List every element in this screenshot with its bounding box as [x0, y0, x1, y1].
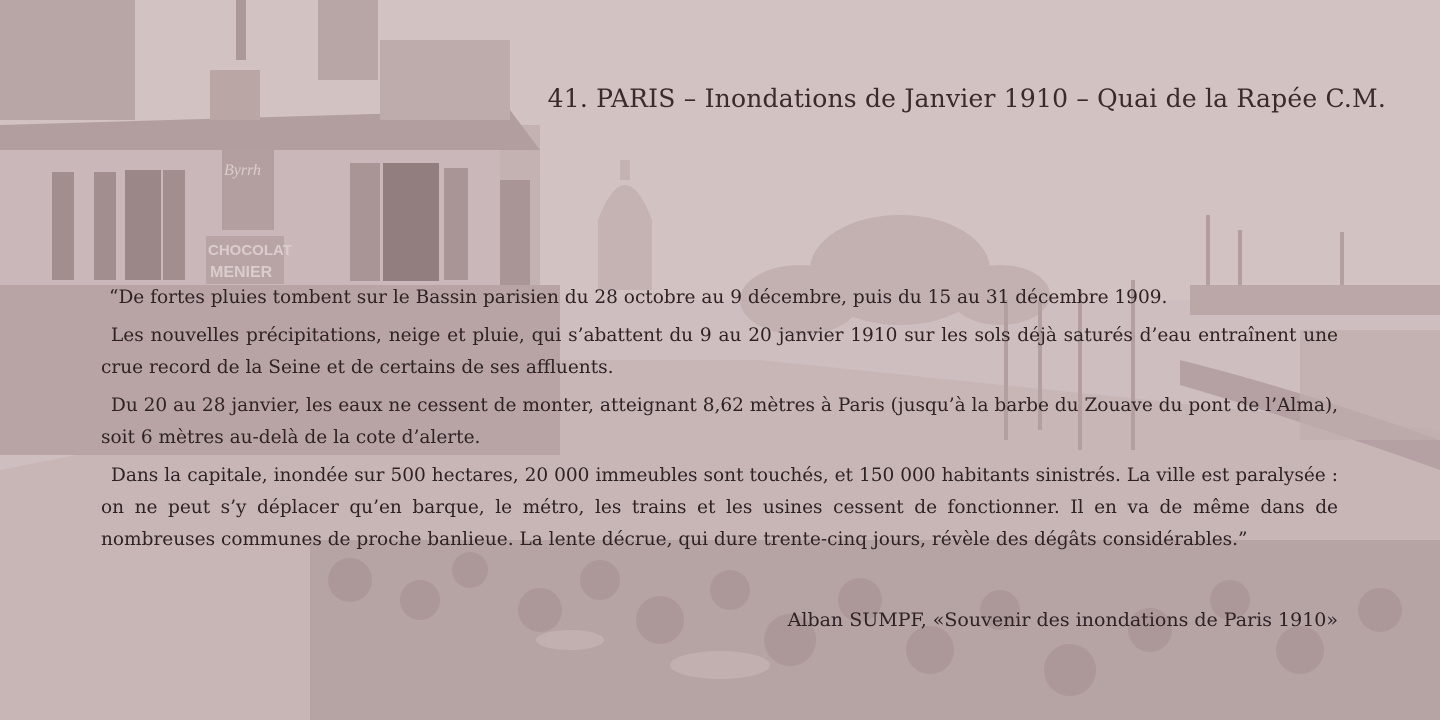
quote-paragraph: Du 20 au 28 janvier, les eaux ne cessent de monter, atteignant 8,62 mètres à Paris (jusqu’à la barbe du Zouave du pont de l’Alma), soit 6 mètres au-delà de la cote d’alerte. — [101, 395, 1338, 448]
quote-attribution: Alban SUMPF, «Souvenir des inondations de Paris 1910» — [787, 609, 1338, 631]
quote-paragraph: “De fortes pluies tombent sur le Bassin parisien du 28 octobre au 9 décembre, puis du 15 au 31 décembre 1909. — [109, 287, 1168, 308]
quote-paragraph: Les nouvelles précipitations, neige et pluie, qui s’abattent du 9 au 20 janvier 1910 sur les sols déjà saturés d’eau entraînent une crue record de la Seine et de certains de ses affluents. — [101, 325, 1338, 378]
sign-chocolat: CHOCOLAT — [208, 242, 292, 259]
sign-menier: MENIER — [210, 264, 273, 281]
historical-quote — [101, 282, 1338, 562]
sign-rotated-text: Byrrh — [224, 162, 262, 179]
photo-caption: 41. PARIS – Inondations de Janvier 1910 – Quai de la Rapée C.M. — [547, 84, 1386, 113]
quote-paragraph: Dans la capitale, inondée sur 500 hectares, 20 000 immeubles sont touchés, et 150 000 habitants sinistrés. La ville est paralysée : on ne peut s’y déplacer qu’en barque, le métro, les trains et les usines cessent de fonctionner. Il en va de même dans de nombreuses communes de proche banlieue. La lente décrue, qui dure trente-cinq jours, révèle des dégâts considérables.” — [101, 465, 1338, 550]
